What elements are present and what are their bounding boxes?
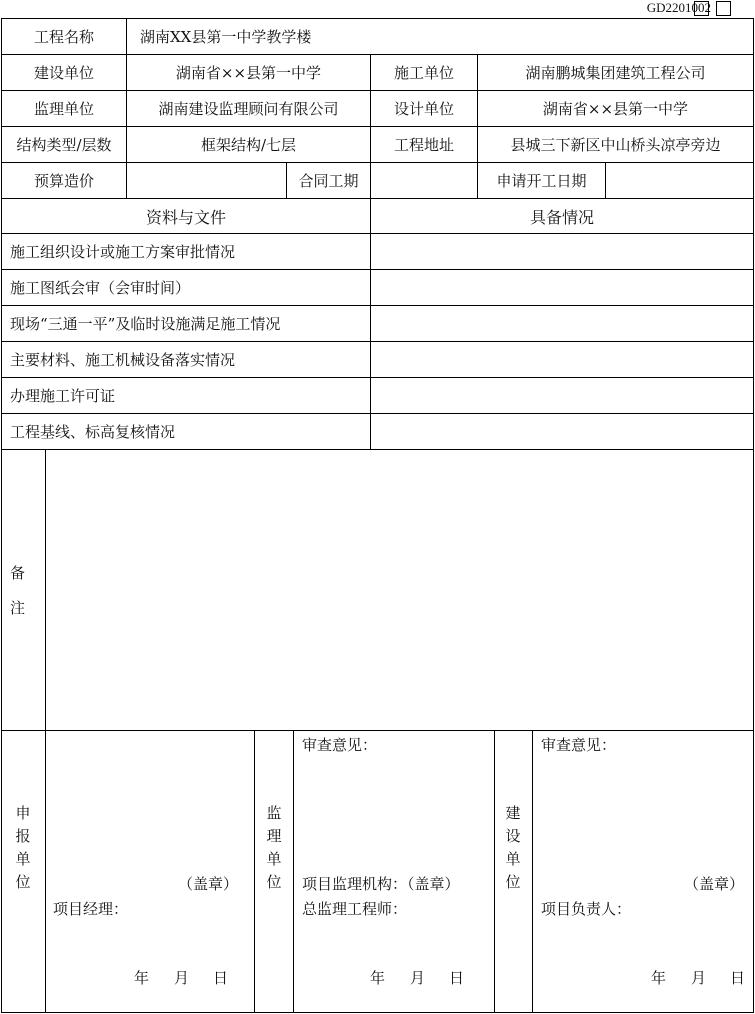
applicant-person-label: 项目经理： <box>53 900 129 918</box>
char: 设 <box>505 827 521 845</box>
cell <box>1 449 46 731</box>
address-label: 工程地址 <box>393 136 454 154</box>
construction-year: 年 <box>651 969 667 987</box>
contract-period-value[interactable] <box>370 162 478 199</box>
cell <box>370 413 754 450</box>
char: 监 <box>266 804 282 822</box>
structure-value[interactable]: 框架结构/七层 <box>200 136 297 154</box>
start-date-label: 申请开工日期 <box>496 172 587 190</box>
cell <box>532 730 754 1013</box>
supervision-day: 日 <box>449 969 465 987</box>
char: 单 <box>15 850 31 868</box>
cell <box>370 269 754 306</box>
supervision-month: 月 <box>410 969 426 987</box>
construction-vertical-label <box>503 802 523 894</box>
contract-period-label: 合同工期 <box>298 172 359 190</box>
applicant-month: 月 <box>174 969 190 987</box>
construction-seal: （盖章） <box>684 875 745 893</box>
doc-item: 工程基线、标高复核情况 <box>10 423 176 441</box>
budget-label: 预算造价 <box>33 172 94 190</box>
cell <box>370 377 754 414</box>
char: 申 <box>15 804 31 822</box>
remarks-label-2: 注 <box>10 599 26 617</box>
char: 位 <box>15 873 31 891</box>
checkbox-2[interactable] <box>716 1 731 16</box>
cell <box>370 341 754 378</box>
applicant-day: 日 <box>213 969 229 987</box>
construction-day: 日 <box>730 969 746 987</box>
budget-value[interactable] <box>126 162 287 199</box>
supervision-vertical-label <box>264 802 284 894</box>
supervision-opinion-label: 审查意见： <box>302 736 378 754</box>
address-value[interactable]: 县城三下新区中山桥头凉亭旁边 <box>510 136 721 154</box>
doc-item: 办理施工许可证 <box>10 387 116 405</box>
cell <box>293 730 495 1013</box>
char: 建 <box>505 804 521 822</box>
project-name-label: 工程名称 <box>33 28 94 46</box>
char: 理 <box>266 827 282 845</box>
construction-month: 月 <box>691 969 707 987</box>
supervisor-value[interactable]: 湖南建设监理顾问有限公司 <box>158 100 339 118</box>
cell <box>370 305 754 342</box>
document-code: GD2201002 <box>646 0 711 15</box>
supervisor-label: 监理单位 <box>33 100 94 118</box>
applicant-vertical-label <box>13 802 33 894</box>
contractor-label: 施工单位 <box>393 64 454 82</box>
project-name-value[interactable]: 湖南XX县第一中学教学楼 <box>140 28 312 46</box>
char: 位 <box>505 873 521 891</box>
doc-item: 现场“三通一平”及临时设施满足施工情况 <box>10 315 281 333</box>
applicant-seal: （盖章） <box>178 875 239 893</box>
doc-item: 施工组织设计或施工方案审批情况 <box>10 243 236 261</box>
char: 报 <box>15 827 31 845</box>
owner-value[interactable]: 湖南省××县第一中学 <box>175 64 322 82</box>
applicant-year: 年 <box>134 969 150 987</box>
checkbox-1[interactable] <box>694 1 709 16</box>
remarks-label-1: 备 <box>10 564 26 582</box>
cell <box>370 233 754 270</box>
start-date-value[interactable] <box>605 162 754 199</box>
doc-item: 施工图纸会审（会审时间） <box>10 279 191 297</box>
status-header: 具备情况 <box>529 207 594 227</box>
docs-header: 资料与文件 <box>145 207 226 227</box>
supervision-person-label: 总监理工程师： <box>302 900 408 918</box>
supervision-org-seal: 项目监理机构：（盖章） <box>302 875 460 893</box>
structure-label: 结构类型/层数 <box>16 136 112 154</box>
designer-value[interactable]: 湖南省××县第一中学 <box>542 100 689 118</box>
char: 位 <box>266 873 282 891</box>
doc-item: 主要材料、施工机械设备落实情况 <box>10 351 236 369</box>
remarks-area[interactable] <box>45 449 754 731</box>
supervision-year: 年 <box>370 969 386 987</box>
construction-person-label: 项目负责人： <box>541 900 632 918</box>
owner-label: 建设单位 <box>33 64 94 82</box>
construction-opinion-label: 审查意见： <box>541 736 617 754</box>
char: 单 <box>505 850 521 868</box>
contractor-value[interactable]: 湖南鹏城集团建筑工程公司 <box>525 64 706 82</box>
char: 单 <box>266 850 282 868</box>
designer-label: 设计单位 <box>393 100 454 118</box>
